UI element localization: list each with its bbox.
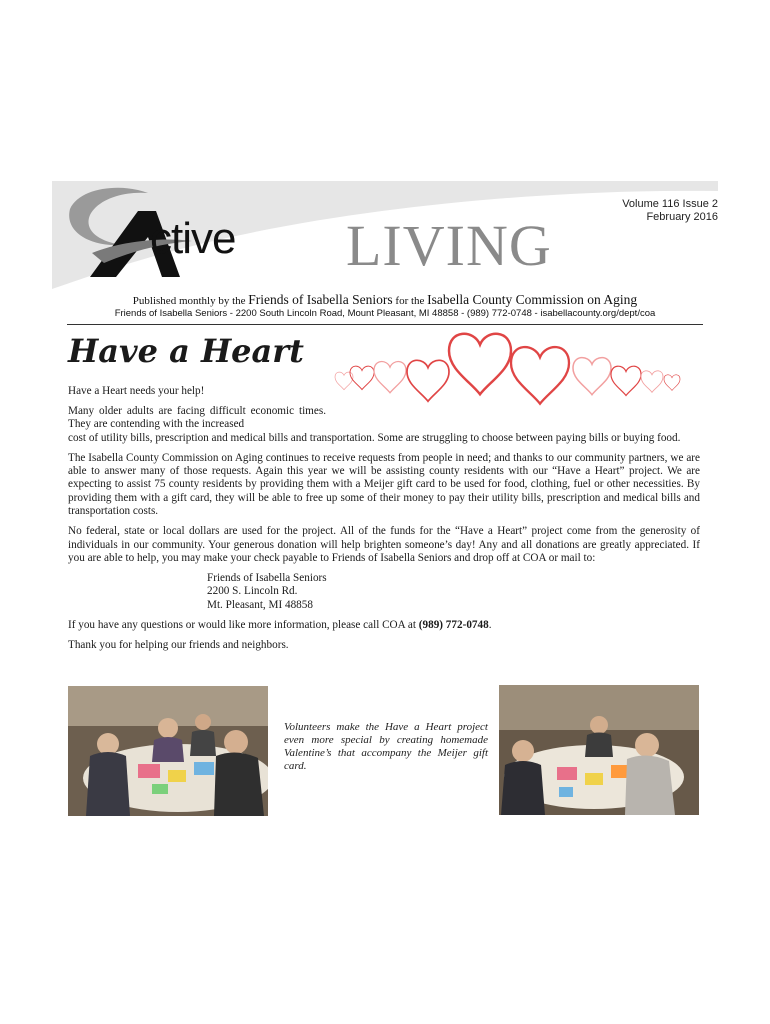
- address-line-3: Mt. Pleasant, MI 48858: [207, 598, 313, 611]
- article-headline: Have a Heart: [68, 332, 304, 370]
- paragraph-need-start: Many older adults are facing difficult economic times. They are contending with the increased: [68, 404, 326, 431]
- publisher-org-friends: Friends of Isabella Seniors: [248, 292, 393, 307]
- publisher-line: [0, 292, 770, 308]
- publisher-org-commission: Isabella County Commission on Aging: [427, 292, 638, 307]
- publisher-prefix: Published monthly by the: [132, 295, 246, 307]
- photo-caption: Volunteers make the Have a Heart project even more special by creating homemade Valentine’s that accompany the Meijer gift card.: [284, 721, 488, 772]
- paragraph-contact: [68, 619, 700, 632]
- volunteers-photo-left: [68, 686, 268, 816]
- contact-phone: (989) 772-0748: [418, 618, 489, 631]
- contact-text: If you have any questions or would like more information, please call COA at: [68, 618, 416, 631]
- mailing-address: [207, 572, 700, 612]
- issue-date: February 2016: [646, 211, 718, 223]
- article-body: [68, 385, 700, 658]
- paragraph-project: The Isabella County Commission on Aging continues to receive requests from people in need; and thanks to our community partners, we are able to answer many of those requests. Again this year we will be assisting county residents with our “Have a Heart” project. We are expecting to assist 75 county residents by providing them with a Meijer gift card to be used for food, clothing, fuel or other necessities. By providing them with a gift card, they will be able to free up some of their money to pay their utility bills, prescription and medical bills and transportation costs.: [68, 451, 700, 518]
- contact-end: .: [488, 618, 492, 631]
- logo-active-text: ctive: [150, 214, 236, 263]
- publisher-address: Friends of Isabella Seniors - 2200 South Lincoln Road, Mount Pleasant, MI 48858 - (989) 772-0748 - isabellacounty.org/dept/coa: [114, 308, 656, 319]
- paragraph-donations: No federal, state or local dollars are used for the project. All of the funds for the “Have a Heart” project come from the generosity of individuals in our community. Your generous donation will help brighten someone’s day! Any and all donations are greatly appreciated. If you are able to help, you may make your check payable to Friends of Isabella Seniors and drop off at COA or mail to:: [68, 525, 700, 564]
- publisher-mid: for the: [395, 295, 425, 307]
- address-line-1: Friends of Isabella Seniors: [207, 571, 327, 584]
- paragraph-intro: Have a Heart needs your help!: [68, 385, 205, 397]
- paragraph-thanks: Thank you for helping our friends and neighbors.: [68, 638, 289, 651]
- logo-living-text: LIVING: [346, 213, 552, 278]
- paragraph-need: [68, 405, 700, 445]
- paragraph-need-rest: cost of utility bills, prescription and medical bills and transportation. Some are struggling to choose between paying bills or buying food.: [68, 431, 681, 444]
- address-line-2: 2200 S. Lincoln Rd.: [207, 585, 298, 598]
- header-divider: [67, 324, 703, 325]
- issue-info: [622, 198, 718, 224]
- volume-issue: Volume 116 Issue 2: [622, 198, 718, 210]
- volunteers-photo-right: [499, 685, 699, 815]
